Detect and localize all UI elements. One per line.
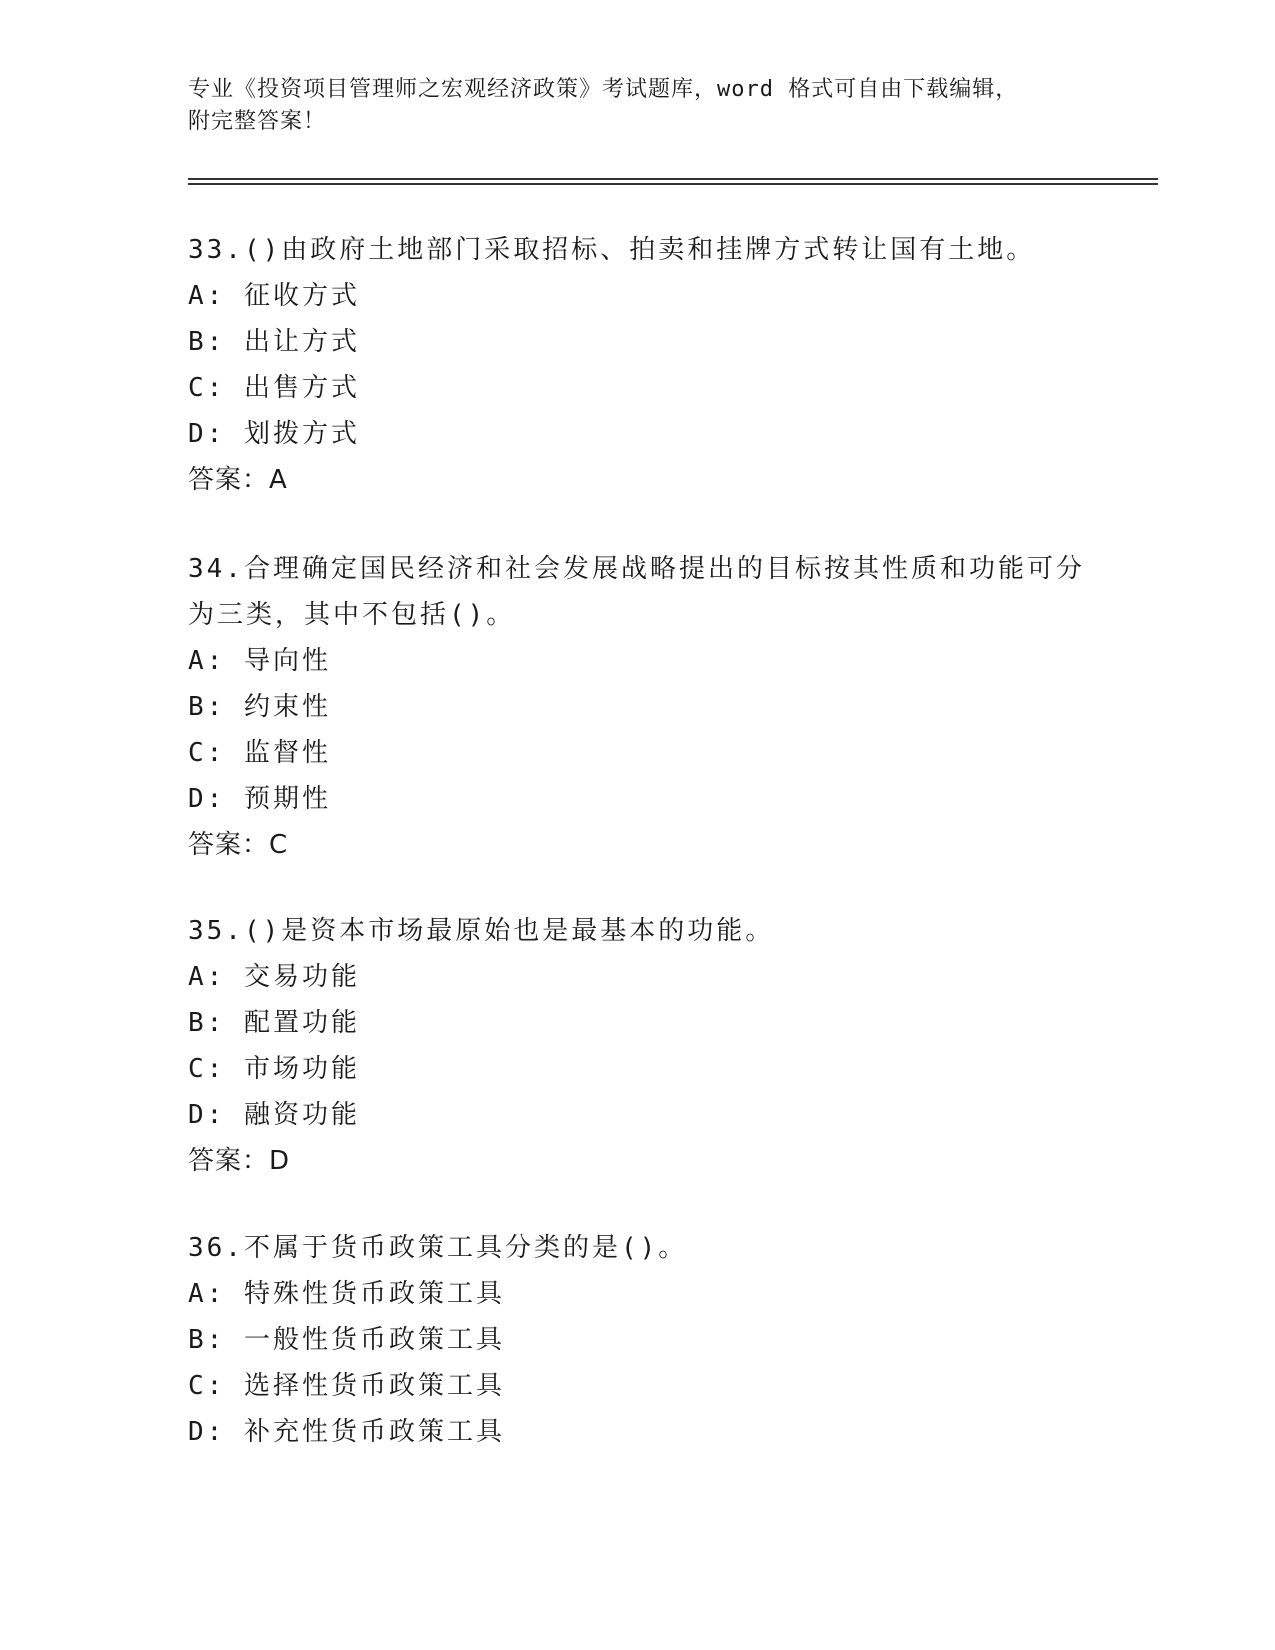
option-c: C: 监督性 — [188, 738, 331, 768]
option-c: C: 出售方式 — [188, 373, 360, 403]
option-d: D: 预期性 — [188, 784, 331, 814]
answer: 答案：C — [188, 830, 289, 860]
question-stem: 33.()由政府土地部门采取招标、拍卖和挂牌方式转让国有土地。 — [188, 235, 1036, 265]
option-a: A: 交易功能 — [188, 962, 360, 992]
question-stem: 35.()是资本市场最原始也是最基本的功能。 — [188, 916, 775, 946]
option-a: A: 征收方式 — [188, 281, 360, 311]
option-c: C: 市场功能 — [188, 1054, 360, 1084]
header-divider — [188, 178, 1158, 180]
question-stem: 36.不属于货币政策工具分类的是()。 — [188, 1233, 688, 1263]
option-d: D: 划拨方式 — [188, 419, 360, 449]
question-36 — [188, 1225, 1088, 1455]
option-d: D: 补充性货币政策工具 — [188, 1417, 505, 1447]
option-a: A: 导向性 — [188, 646, 331, 676]
option-d: D: 融资功能 — [188, 1100, 360, 1130]
question-35 — [188, 908, 1088, 1184]
question-stem: 34.合理确定国民经济和社会发展战略提出的目标按其性质和功能可分为三类，其中不包括()。 — [188, 554, 1085, 630]
answer: 答案：A — [188, 465, 288, 495]
option-b: B: 约束性 — [188, 692, 331, 722]
header-divider-double — [188, 183, 1158, 185]
option-b: B: 出让方式 — [188, 327, 360, 357]
option-c: C: 选择性货币政策工具 — [188, 1371, 505, 1401]
option-b: B: 配置功能 — [188, 1008, 360, 1038]
question-34 — [188, 546, 1088, 868]
option-b: B: 一般性货币政策工具 — [188, 1325, 505, 1355]
document-header — [188, 74, 1068, 138]
question-33 — [188, 227, 1088, 503]
answer: 答案：D — [188, 1146, 291, 1176]
header-line-2: 附完整答案！ — [188, 109, 327, 134]
option-a: A: 特殊性货币政策工具 — [188, 1279, 505, 1309]
header-line-1: 专业《投资项目管理师之宏观经济政策》考试题库，word 格式可自由下载编辑， — [188, 77, 1019, 102]
